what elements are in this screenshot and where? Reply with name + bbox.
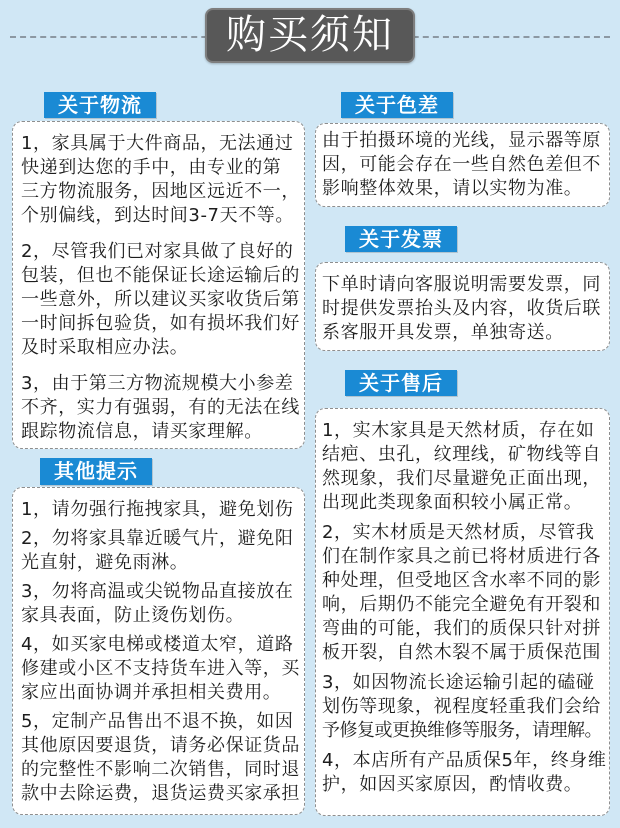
text-line: 种处理，但受地区含水率不同的影 [322, 569, 601, 591]
color-difference-note [322, 129, 607, 201]
logistics-box [12, 121, 305, 449]
text-line: 5，定制产品售出不退不换，如因 [21, 710, 294, 732]
text-line: 三方物流服务，因地区远近不一， [21, 181, 300, 202]
text-line: 出现此类现象面积较小属正常。 [322, 491, 583, 513]
text-line: 由于拍摄环境的光线，显示器等原 [322, 130, 601, 151]
text-line: 划伤等现象，视程度轻重我们会给 [322, 695, 601, 717]
text-line: 款中去除运费，退货运费买家承担 [21, 782, 300, 804]
after-sales-heading: 关于售后 [345, 370, 457, 396]
text-line: 响，后期仍不能完全避免有开裂和 [322, 593, 601, 615]
text-line: 们在制作家具之前已将材质进行各 [322, 545, 601, 567]
invoice-box [315, 262, 610, 351]
after-sales-note-4 [322, 749, 607, 797]
page-title: 购买须知 [205, 8, 415, 63]
after-sales-note-3 [322, 671, 607, 743]
text-line: 跟踪物流信息，请买家理解。 [21, 421, 263, 442]
after-sales-box [315, 408, 610, 816]
other-tips-note-3 [21, 580, 302, 628]
text-line: 的完整性不影响二次销售，同时退 [21, 758, 300, 780]
text-line: 结疤、虫孔，纹理线，矿物线等自 [322, 443, 601, 465]
text-line: 一时间拆包验货，如有损坏我们好 [21, 313, 300, 334]
text-line: 予修复或更换维修等服务，请理解。 [322, 719, 602, 741]
text-line: 2，尽管我们已对家具做了良好的 [21, 241, 294, 262]
text-line: 修建或小区不支持货车进入等，买 [21, 657, 300, 679]
other-tips-note-2 [21, 527, 302, 575]
text-line: 然现象，我们尽量避免正面出现， [322, 467, 601, 489]
color-difference-box [315, 123, 610, 207]
text-line: 系客服开具发票，单独寄送。 [322, 321, 564, 343]
text-line: 光直射，避免雨淋。 [21, 551, 189, 573]
text-line: 因，可能会存在一些自然色差但不 [322, 154, 601, 175]
invoice-heading: 关于发票 [345, 226, 457, 252]
other-tips-heading: 其他提示 [40, 458, 152, 485]
logistics-heading: 关于物流 [44, 92, 156, 118]
text-line: 家应出面协调并承担相关费用。 [21, 681, 282, 703]
text-line: 个别偏线，到达时间3-7天不等。 [21, 205, 294, 226]
text-line: 及时采取相应办法。 [21, 337, 189, 358]
text-line: 2，实木材质是天然材质，尽管我 [322, 521, 595, 543]
color-difference-heading: 关于色差 [341, 92, 453, 118]
text-line: 影响整体效果，请以实物为准。 [322, 178, 583, 199]
text-line: 包装，但也不能保证长途运输后的 [21, 265, 300, 286]
logistics-note-2 [21, 240, 302, 360]
text-line: 4，如买家电梯或楼道太窄，道路 [21, 633, 294, 655]
after-sales-note-1 [322, 419, 607, 515]
text-line: 4，本店所有产品质保5年，终身维 [322, 749, 607, 771]
text-line: 1，实木家具是天然材质，存在如 [322, 419, 595, 441]
text-line: 家具表面，防止烫伤划伤。 [21, 604, 245, 626]
other-tips-box [12, 487, 305, 815]
text-line: 1，家具属于大件商品，无法通过 [21, 133, 294, 154]
text-line: 2，勿将家具靠近暖气片，避免阳 [21, 527, 294, 549]
text-line: 其他原因要退货，请务必保证货品 [21, 734, 300, 756]
invoice-note [322, 273, 607, 345]
text-line: 一些意外，所以建议买家收货后第 [21, 289, 300, 310]
logistics-note-3 [21, 372, 302, 444]
other-tips-note-5 [21, 710, 302, 806]
text-line: 护，如因买家原因，酌情收费。 [322, 773, 583, 795]
text-line: 弯曲的可能，我们的质保只针对拼 [322, 617, 601, 639]
other-tips-note-1 [21, 498, 302, 522]
text-line: 板开裂，自然木裂不属于质保范围 [322, 641, 601, 663]
text-line: 3，如因物流长途运输引起的磕碰 [322, 671, 595, 693]
text-line: 快递到达您的手中，由专业的第 [21, 157, 282, 178]
text-line: 1，请勿强行拖拽家具，避免划伤 [21, 498, 294, 520]
text-line: 下单时请向客服说明需要发票，同 [322, 273, 601, 295]
text-line: 3，由于第三方物流规模大小参差 [21, 373, 294, 394]
after-sales-note-2 [322, 521, 607, 665]
text-line: 3，勿将高温或尖锐物品直接放在 [21, 580, 294, 602]
logistics-note-1 [21, 132, 302, 228]
text-line: 不齐，实力有强弱，有的无法在线 [21, 397, 300, 418]
other-tips-note-4 [21, 633, 302, 705]
text-line: 时提供发票抬头及内容，收货后联 [322, 297, 601, 319]
